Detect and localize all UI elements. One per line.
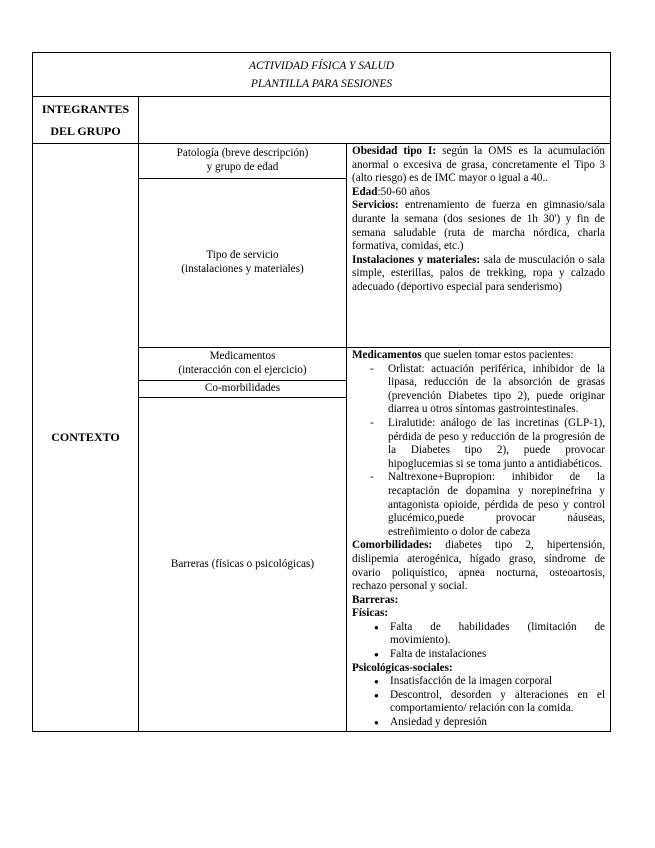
servicios-text: entrenamiento de fuerza en gimnasio/sala durante la semana (dos sesiones de 1h 30') y fin de semana saludable (ruta de marcha nórdica, charla formativa, comidas, etc.) <box>352 199 606 253</box>
instalaciones-title: Instalaciones y materiales: <box>352 253 481 266</box>
contexto-label: CONTEXTO <box>33 144 139 732</box>
session-template-table <box>32 52 611 732</box>
tipo-servicio-label <box>139 179 347 348</box>
barreras-title: Barreras: <box>352 593 399 606</box>
tipo-servicio-label-line-2: (instalaciones y materiales) <box>181 263 304 275</box>
medicamentos-label-line-1: Medicamentos <box>209 350 276 363</box>
title-line-2: PLANTILLA PARA SESIONES <box>250 78 393 90</box>
tipo-servicio-label-line-1: Tipo de servicio <box>206 249 279 262</box>
list-item: ● Falta de habilidades (limitación de movimiento). <box>390 621 605 648</box>
list-item: - Orlistat: actuación periférica, inhibidor de la lipasa, reducción de la absorción de grasas (prevención Diabetes tipo 2), puede originar diarrea u otros síntomas gastrointestinales. <box>388 363 605 417</box>
list-item: ● Insatisfacción de la imagen corporal <box>390 675 605 689</box>
fisicas-list <box>352 621 605 662</box>
integrantes-label-line-2: DEL GRUPO <box>50 124 121 138</box>
patologia-row <box>33 144 611 179</box>
medicamentos-list <box>352 363 605 540</box>
psico-list <box>352 675 605 729</box>
instalaciones-text: sala de musculación o sala simple, esterillas, palos de trekking, ropa y calzado adecuado (deportivo especial para senderismo) <box>352 253 606 293</box>
patologia-servicio-content <box>347 144 611 348</box>
medicamentos-label <box>139 348 347 381</box>
integrantes-value <box>139 97 611 144</box>
medicamentos-intro: que suelen tomar estos pacientes: <box>421 349 574 361</box>
edad-text: :50-60 años <box>377 185 431 198</box>
patologia-label-line-2: y grupo de edad <box>206 161 279 173</box>
servicios-title: Servicios: <box>352 199 399 212</box>
barreras-label: Barreras (físicas o psicológicas) <box>139 398 347 732</box>
title-line-1: ACTIVIDAD FÍSICA Y SALUD <box>248 60 395 72</box>
edad-title: Edad <box>352 185 378 198</box>
medicamentos-label-line-2: (interacción con el ejercicio) <box>178 364 307 376</box>
title-row <box>33 53 611 97</box>
medicamentos-title: Medicamentos <box>352 349 422 361</box>
integrantes-label-line-1: INTEGRANTES <box>41 102 130 116</box>
list-item: - Naltrexone+Bupropion: inhibidor de la recaptación de dopamina y norepinefrina y antagonista opioide, pérdida de peso y control glucémico,puede provocar náuseas, estreñimiento o dolor de cabeza <box>388 471 605 539</box>
integrantes-row <box>33 97 611 144</box>
medicamentos-barreras-content <box>347 348 611 732</box>
comorbilidades-text: diabetes tipo 2, hipertensión, dislipemia aterogénica, hígado graso, síndrome de ovario poliquístico, apnea nocturna, osteoartosis, rechazo personal y social. <box>352 539 606 593</box>
fisicas-title: Físicas: <box>352 607 389 620</box>
obesidad-title: Obesidad tipo I: <box>352 145 437 157</box>
comorbilidades-label: Co-morbilidades <box>139 381 347 398</box>
psico-title: Psicológicas-sociales: <box>352 661 453 674</box>
list-item: ● Ansiedad y depresión <box>390 716 605 730</box>
patologia-label <box>139 144 347 179</box>
list-item: ● Descontrol, desorden y alteraciones en el comportamiento/ relación con la comida. <box>390 689 605 716</box>
list-item: ● Falta de instalaciones <box>390 648 605 662</box>
comorbilidades-title: Comorbilidades: <box>352 539 433 552</box>
document-title <box>33 53 611 97</box>
obesidad-text: según la OMS es la acumulación anormal o excesiva de grasa, concretamente el Tipo 3 (alto riesgo) es de IMC mayor o igual a 40.. <box>352 145 606 185</box>
integrantes-label <box>33 97 139 144</box>
patologia-label-line-1: Patología (breve descripción) <box>176 147 309 160</box>
list-item: - Liralutide: análogo de las incretinas (GLP-1), pérdida de peso y reducción de la progresión de la Diabetes tipo 2), puede provocar hipoglucemias si se toma junto a antidiabéticos. <box>388 417 605 471</box>
